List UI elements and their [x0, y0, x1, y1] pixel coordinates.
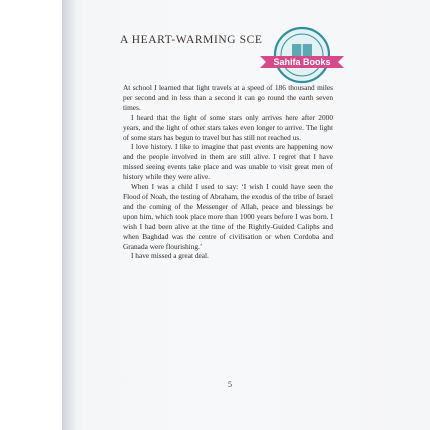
watermark-label: Sahifa Books: [273, 57, 331, 67]
page-number: 5: [228, 380, 232, 389]
running-head: A HEART-WARMING SCE: [120, 34, 263, 46]
publisher-watermark-logo: [254, 20, 350, 90]
paragraph: I love history. I like to imagine that past events are happening now and the people involved in them are still alive. I regret that I have missed seeing events take place and was unable to visit great men of history while they were alive.: [123, 142, 333, 182]
spine-shadow: [62, 0, 76, 430]
paragraph: When I was a child I used to say: ‘I wish I could have seen the Flood of Noah, the testing of Abraham, the exodus of the tribe of Israel and the coming of the Messenger of Allah, peace and blessings be upon him, which took place more than 1000 years before I was born. I wish I had been alive at the time of the Rightly-Guided Caliphs and when Baghdad was the centre of civilisation or when Cordoba and Granada were flourishing.’: [123, 182, 333, 251]
paragraph: I heard that the light of some stars only arrives here after 2000 years, and the light of other stars takes even longer to arrive. The light of some stars has begun to travel but has still not reached us.: [123, 112, 333, 142]
paragraph: I have missed a great deal.: [131, 251, 209, 261]
paragraph: At school I learned that light travels at a speed of 186 thousand miles per second and in less than a second it can go round the earth seven times.: [123, 83, 333, 112]
body-text: [123, 83, 333, 261]
